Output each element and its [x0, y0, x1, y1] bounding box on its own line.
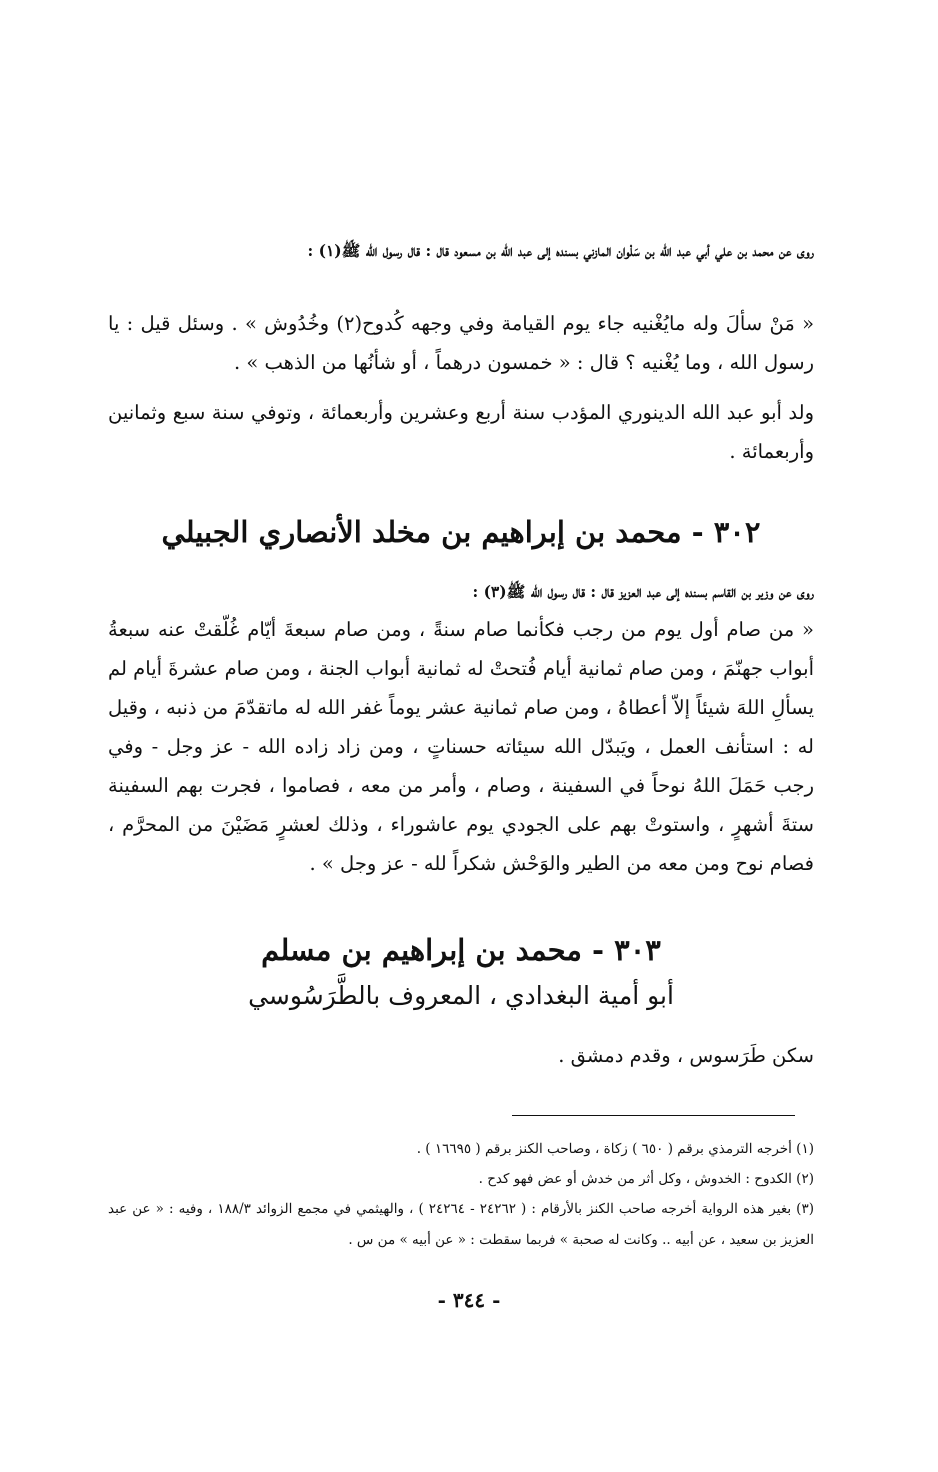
footnote-2: (٢) الكدوح : الخدوش ، وكل أثر من خدش أو عض فهو كدح . [478, 1171, 814, 1187]
entry-301-intro: روى عن محمد بن علي أبي عبد الله بن سَلْوان المازني بسنده إلى عبد الله بن مسعود قال : قال رسول الله ﷺ(١) : [307, 241, 814, 260]
entry-301-hadith: « مَنْ سألَ وله مايُغْنيه جاء يوم القيامة وفي وجهه كُدوح(٢) وخُدُوش » . وسئل قيل : يا رسول الله ، وما يُغْنيه ؟ قال : « خمسون درهماً ، أو شأنُها من الذهب » . [108, 312, 814, 374]
entry-302-intro: روى عن وزير بن القاسم بسنده إلى عبد العزيز قال : قال رسول الله ﷺ(٣) : [472, 582, 814, 601]
entry-302-heading: ٣٠٢ - محمد بن إبراهيم بن مخلد الأنصاري الجبيلي [161, 515, 761, 549]
entry-302-hadith: « من صام أول يوم من رجب فكأنما صام سنةً ، ومن صام سبعةَ أيّام غُلّقتْ عنه سبعةُ أبواب جهنّمَ ، ومن صام ثمانية أيام فُتحتْ له ثمانية أبواب الجنة ، ومن صام عشرةَ أيام لم يسألِ اللهَ شيئاً إلاّ أعطاهُ ، ومن صام ثمانية عشر يوماً غفر الله له ماتقدّمَ من ذنبه ، وقيل له : استأنف العمل ، ويَبدّل الله سيئاته حسناتٍ ، ومن زاد زاده الله - عز وجل - وفي رجب حَمَلَ اللهُ نوحاً في السفينة ، وصام ، وأمر من معه ، فصاموا ، فجرت بهم السفينة ستةَ أشهرٍ ، واستوتْ بهم على الجودي يوم عاشوراء ، وذلك لعشرٍ مَضَيْنَ من المحرَّم ، فصام نوح ومن معه من الطير والوَحْش شكراً لله - عز وجل » . [108, 618, 814, 875]
footnote-3: (٣) بغير هذه الرواية أخرجه صاحب الكنز بالأرقام : ( ٢٤٢٦٢ - ٢٤٢٦٤ ) ، والهيثمي في مجمع الزوائد ١٨٨/٣ ، وفيه : « عن عبد العزيز بن سعيد ، عن أبيه .. وكانت له صحبة » فربما سقطت : « عن أبيه » من س . [108, 1201, 814, 1248]
entry-303-subheading: أبو أمية البغدادي ، المعروف بالطَّرَسُوسي [248, 981, 674, 1010]
footnote-separator [512, 1115, 795, 1116]
entry-303-text: سكن طَرَسوس ، وقدم دمشق . [558, 1044, 814, 1067]
entry-301-birth-death: ولد أبو عبد الله الدينوري المؤدب سنة أربع وعشرين وأربعمائة ، وتوفي سنة سبع وثمانين وأربعمائة . [108, 401, 814, 463]
page-number: - ٣٤٤ - [437, 1288, 501, 1312]
footnote-1: (١) أخرجه الترمذي برقم ( ٦٥٠ ) زكاة ، وصاحب الكنز برقم ( ١٦٦٩٥ ) . [416, 1141, 814, 1157]
entry-303-heading: ٣٠٣ - محمد بن إبراهيم بن مسلم [261, 933, 661, 967]
